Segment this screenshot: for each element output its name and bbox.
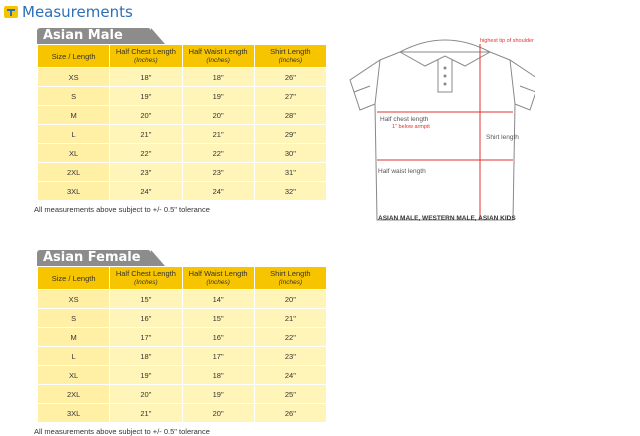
column-label: Half Waist Length bbox=[188, 269, 248, 278]
waist-cell: 16" bbox=[182, 328, 254, 347]
waist-cell: 14" bbox=[182, 290, 254, 309]
page-header bbox=[4, 2, 133, 22]
asian-female-section bbox=[34, 250, 327, 436]
column-label: Half Waist Length bbox=[188, 47, 248, 56]
table-header-row bbox=[38, 267, 327, 290]
brand-logo-icon bbox=[4, 5, 18, 19]
length-cell: 27" bbox=[254, 87, 326, 106]
section-title: Asian Male bbox=[43, 28, 123, 43]
chest-cell: 18" bbox=[110, 68, 182, 87]
polo-shirt-outline bbox=[350, 40, 535, 220]
waist-cell: 23" bbox=[182, 163, 254, 182]
table-row bbox=[38, 144, 327, 163]
waist-cell: 15" bbox=[182, 309, 254, 328]
column-header bbox=[38, 267, 110, 290]
column-unit: (Inches) bbox=[134, 279, 158, 286]
length-cell: 28" bbox=[254, 106, 326, 125]
section-title: Asian Female bbox=[43, 250, 141, 265]
placket-buttons bbox=[444, 67, 447, 86]
half-waist-label: Half waist length bbox=[378, 168, 426, 175]
length-cell: 32" bbox=[254, 182, 326, 201]
waist-cell: 19" bbox=[182, 87, 254, 106]
size-cell: S bbox=[38, 309, 110, 328]
length-cell: 25" bbox=[254, 385, 326, 404]
table-row bbox=[38, 87, 327, 106]
size-cell: M bbox=[38, 328, 110, 347]
chest-cell: 21" bbox=[110, 404, 182, 423]
size-cell: XS bbox=[38, 290, 110, 309]
length-cell: 26" bbox=[254, 68, 326, 87]
asian-male-table bbox=[37, 44, 327, 201]
length-cell: 23" bbox=[254, 347, 326, 366]
waist-cell: 20" bbox=[182, 404, 254, 423]
length-cell: 30" bbox=[254, 144, 326, 163]
waist-cell: 21" bbox=[182, 125, 254, 144]
waist-cell: 24" bbox=[182, 182, 254, 201]
table-row bbox=[38, 68, 327, 87]
table-header-row bbox=[38, 45, 327, 68]
column-unit: (Inches) bbox=[206, 57, 230, 64]
waist-cell: 18" bbox=[182, 366, 254, 385]
length-cell: 29" bbox=[254, 125, 326, 144]
column-unit: (Inches) bbox=[134, 57, 158, 64]
column-header bbox=[182, 45, 254, 68]
tolerance-note: All measurements above subject to +/- 0.5" tolerance bbox=[34, 205, 210, 214]
button-icon bbox=[444, 75, 447, 78]
page-title: Measurements bbox=[22, 3, 133, 21]
table-row bbox=[38, 106, 327, 125]
column-header bbox=[38, 45, 110, 68]
chest-cell: 20" bbox=[110, 106, 182, 125]
section-tab bbox=[37, 28, 327, 44]
size-cell: XL bbox=[38, 366, 110, 385]
diagram-caption: ASIAN MALE, WESTERN MALE, ASIAN KIDS bbox=[378, 215, 516, 222]
chest-cell: 21" bbox=[110, 125, 182, 144]
length-cell: 21" bbox=[254, 309, 326, 328]
waist-cell: 20" bbox=[182, 106, 254, 125]
polo-shirt-diagram bbox=[345, 30, 535, 230]
table-row bbox=[38, 347, 327, 366]
chest-cell: 15" bbox=[110, 290, 182, 309]
column-unit: (Inches) bbox=[278, 279, 303, 286]
table-row bbox=[38, 385, 327, 404]
table-row bbox=[38, 328, 327, 347]
armpit-label: 1" below armpit bbox=[392, 124, 430, 130]
column-label: Size / Length bbox=[51, 51, 96, 61]
size-cell: XS bbox=[38, 68, 110, 87]
waist-cell: 18" bbox=[182, 68, 254, 87]
table-row bbox=[38, 163, 327, 182]
column-header bbox=[110, 267, 182, 290]
size-cell: S bbox=[38, 87, 110, 106]
shirt-length-label: Shirt length bbox=[486, 134, 519, 141]
column-label: Half Chest Length bbox=[115, 47, 176, 56]
size-cell: L bbox=[38, 125, 110, 144]
table-row bbox=[38, 290, 327, 309]
size-cell: 2XL bbox=[38, 163, 110, 182]
chest-cell: 16" bbox=[110, 309, 182, 328]
measurement-lines bbox=[377, 44, 513, 220]
waist-cell: 17" bbox=[182, 347, 254, 366]
column-label: Half Chest Length bbox=[115, 269, 176, 278]
chest-cell: 20" bbox=[110, 385, 182, 404]
chest-cell: 17" bbox=[110, 328, 182, 347]
shoulder-label: highest tip of shoulder bbox=[480, 38, 534, 44]
column-label: Shirt Length bbox=[270, 269, 311, 278]
chest-cell: 22" bbox=[110, 144, 182, 163]
section-tab bbox=[37, 250, 327, 266]
chest-cell: 19" bbox=[110, 366, 182, 385]
column-unit: (Inches) bbox=[206, 279, 230, 286]
size-cell: M bbox=[38, 106, 110, 125]
chest-cell: 18" bbox=[110, 347, 182, 366]
column-header bbox=[254, 45, 326, 68]
tolerance-note: All measurements above subject to +/- 0.5" tolerance bbox=[34, 427, 210, 436]
column-unit: (Inches) bbox=[278, 57, 303, 64]
table-row bbox=[38, 309, 327, 328]
button-icon bbox=[444, 83, 447, 86]
chest-cell: 24" bbox=[110, 182, 182, 201]
column-header bbox=[254, 267, 326, 290]
asian-male-section bbox=[34, 28, 327, 214]
half-chest-label: Half chest length bbox=[380, 116, 429, 123]
size-cell: XL bbox=[38, 144, 110, 163]
size-cell: 3XL bbox=[38, 404, 110, 423]
column-label: Size / Length bbox=[51, 273, 96, 283]
button-icon bbox=[444, 67, 447, 70]
column-header bbox=[182, 267, 254, 290]
length-cell: 20" bbox=[254, 290, 326, 309]
chest-cell: 19" bbox=[110, 87, 182, 106]
length-cell: 31" bbox=[254, 163, 326, 182]
column-header bbox=[110, 45, 182, 68]
size-cell: 2XL bbox=[38, 385, 110, 404]
chest-cell: 23" bbox=[110, 163, 182, 182]
asian-female-table bbox=[37, 266, 327, 423]
size-cell: L bbox=[38, 347, 110, 366]
size-cell: 3XL bbox=[38, 182, 110, 201]
table-row bbox=[38, 404, 327, 423]
waist-cell: 19" bbox=[182, 385, 254, 404]
length-cell: 26" bbox=[254, 404, 326, 423]
length-cell: 22" bbox=[254, 328, 326, 347]
column-label: Shirt Length bbox=[270, 47, 311, 56]
length-cell: 24" bbox=[254, 366, 326, 385]
waist-cell: 22" bbox=[182, 144, 254, 163]
table-row bbox=[38, 125, 327, 144]
table-row bbox=[38, 182, 327, 201]
table-row bbox=[38, 366, 327, 385]
